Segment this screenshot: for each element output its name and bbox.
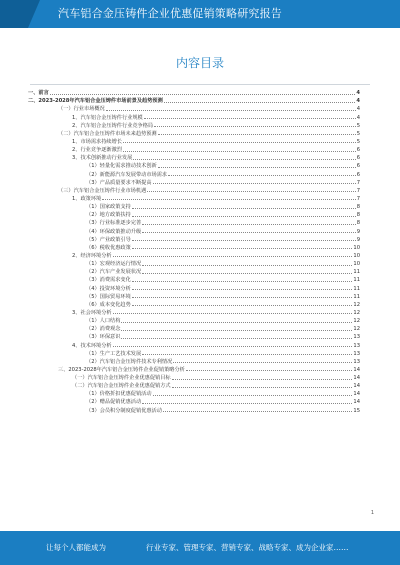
toc-leader-dots <box>164 102 356 103</box>
toc-leader-dots <box>172 387 353 388</box>
toc-entry-title: （1）人口结构 <box>86 318 121 325</box>
toc-entry-title: （3）环保意识 <box>86 334 121 341</box>
report-title: 汽车铝合金压铸件企业优惠促销策略研究报告 <box>58 7 282 20</box>
toc-entry-page: 12 <box>353 301 360 308</box>
toc-entry-title: （一）汽车铝合金压铸件企业优惠促销目标 <box>72 375 171 382</box>
toc-entry[interactable] <box>28 104 360 112</box>
toc-entry-page: 12 <box>353 318 360 325</box>
toc-leader-dots <box>132 240 356 241</box>
toc-entry[interactable] <box>28 202 360 210</box>
toc-entry-page: 10 <box>353 252 360 259</box>
toc-leader-dots <box>142 232 356 233</box>
toc-entry-page: 11 <box>353 277 360 284</box>
toc-entry-page: 10 <box>353 261 360 268</box>
toc-leader-dots <box>132 216 356 217</box>
toc-leader-dots <box>121 338 352 339</box>
toc-entry[interactable] <box>28 194 360 202</box>
toc-entry-title: （一）行业市场概况 <box>58 106 105 113</box>
toc-entry[interactable] <box>28 178 360 186</box>
toc-leader-dots <box>158 134 356 135</box>
toc-entry-page: 12 <box>353 326 360 333</box>
toc-entry[interactable] <box>28 365 360 373</box>
toc-entry-page: 8 <box>356 212 360 219</box>
toc-leader-dots <box>142 354 352 355</box>
toc-entry[interactable] <box>28 308 360 316</box>
toc-entry[interactable] <box>28 316 360 324</box>
toc-entry[interactable] <box>28 373 360 381</box>
toc-leader-dots <box>113 313 353 314</box>
toc-entry[interactable] <box>28 300 360 308</box>
toc-leader-dots <box>132 305 353 306</box>
toc-entry[interactable] <box>28 96 360 104</box>
toc-leader-dots <box>173 362 352 363</box>
toc-entry[interactable] <box>28 218 360 226</box>
toc-leader-dots <box>106 110 356 111</box>
toc-entry-title: 一、前言 <box>28 90 49 97</box>
toc-entry-title: （二）汽车铝合金压铸件市场未来趋势预测 <box>58 130 157 137</box>
toc-leader-dots <box>102 199 355 200</box>
toc-entry-title: 2、行业竞争逐渐激烈 <box>72 147 122 154</box>
toc-divider <box>30 84 370 85</box>
toc-entry[interactable] <box>28 129 360 137</box>
toc-entry-title: （1）宏观经济运行情况 <box>86 261 142 268</box>
toc-entry-title: （2）汽车铝合金压铸件技术专利情况 <box>86 358 173 365</box>
toc-entry-title: 3、社会环境分析 <box>72 309 112 316</box>
footer-bar <box>0 531 400 565</box>
toc-entry-title: （二）汽车铝合金压铸件企业优惠促销方式 <box>72 383 171 390</box>
toc-leader-dots <box>132 281 353 282</box>
toc-entry-page: 15 <box>353 407 360 414</box>
toc-entry[interactable] <box>28 267 360 275</box>
toc-entry-page: 13 <box>353 334 360 341</box>
toc-entry[interactable] <box>28 292 360 300</box>
toc-entry[interactable] <box>28 210 360 218</box>
toc-leader-dots <box>154 126 356 127</box>
toc-entry[interactable] <box>28 332 360 340</box>
toc-entry[interactable] <box>28 88 360 96</box>
toc-entry-page: 4 <box>356 106 360 113</box>
toc-entry-page: 9 <box>356 228 360 235</box>
toc-entry[interactable] <box>28 324 360 332</box>
toc-entry[interactable] <box>28 153 360 161</box>
toc-leader-dots <box>153 395 353 396</box>
toc-entry-title: 4、技术环境分析 <box>72 342 112 349</box>
toc-entry[interactable] <box>28 259 360 267</box>
toc-entry-page: 14 <box>353 383 360 390</box>
toc-entry-page: 7 <box>356 195 360 202</box>
toc-entry-page: 6 <box>356 171 360 178</box>
toc-entry-title: （1）轻量化需求推动技术创新 <box>86 163 157 170</box>
toc-leader-dots <box>132 297 353 298</box>
toc-entry-page: 11 <box>353 293 360 300</box>
toc-entry[interactable] <box>28 226 360 234</box>
toc-leader-dots <box>158 167 356 168</box>
toc-entry-title: （3）产品质量要求不断提高 <box>86 179 152 186</box>
table-of-contents <box>28 88 360 414</box>
footer-slogan-left: 让每个人都能成为 <box>46 543 106 552</box>
toc-entry-title: 三、2023-2028年汽车铝合金压铸件企业促销策略分析 <box>58 366 185 373</box>
toc-entry[interactable] <box>28 145 360 153</box>
toc-entry-page: 10 <box>353 244 360 251</box>
toc-entry[interactable] <box>28 137 360 145</box>
toc-entry[interactable] <box>28 121 360 129</box>
toc-entry-page: 13 <box>353 350 360 357</box>
toc-entry-title: （1）生产工艺技术发展 <box>86 350 142 357</box>
toc-entry[interactable] <box>28 186 360 194</box>
page-number: 1 <box>370 510 374 516</box>
toc-leader-dots <box>163 411 352 412</box>
toc-entry-title: （2）地方政策扶持 <box>86 212 131 219</box>
toc-leader-dots <box>132 208 356 209</box>
toc-entry[interactable] <box>28 161 360 169</box>
toc-leader-dots <box>153 183 356 184</box>
toc-entry-title: 2、经济环境分析 <box>72 252 112 259</box>
toc-entry[interactable] <box>28 389 360 397</box>
toc-entry[interactable] <box>28 283 360 291</box>
toc-entry[interactable] <box>28 275 360 283</box>
toc-entry-page: 4 <box>356 90 360 97</box>
toc-entry[interactable] <box>28 357 360 365</box>
toc-leader-dots <box>142 224 356 225</box>
toc-entry[interactable] <box>28 397 360 405</box>
toc-leader-dots <box>123 151 356 152</box>
toc-entry-title: （三）汽车铝合金压铸件行业市场机遇 <box>58 187 147 194</box>
toc-entry[interactable] <box>28 235 360 243</box>
toc-entry-title: （3）行业标准逐步完善 <box>86 220 142 227</box>
toc-leader-dots <box>142 273 352 274</box>
toc-leader-dots <box>133 159 355 160</box>
toc-entry-title: （5）国际贸易环境 <box>86 293 131 300</box>
toc-entry-title: （3）会员积分制度促销优惠活动 <box>86 407 162 414</box>
toc-entry[interactable] <box>28 169 360 177</box>
toc-leader-dots <box>113 346 353 347</box>
toc-entry[interactable] <box>28 243 360 251</box>
toc-leader-dots <box>121 322 352 323</box>
toc-entry-page: 11 <box>353 285 360 292</box>
toc-leader-dots <box>142 403 352 404</box>
toc-leader-dots <box>172 379 353 380</box>
toc-entry-page: 5 <box>356 122 360 129</box>
toc-entry-title: （1）价格折扣优惠促销活动 <box>86 391 152 398</box>
toc-entry-page: 7 <box>356 187 360 194</box>
toc-entry-page: 6 <box>356 163 360 170</box>
header-bar <box>0 0 400 28</box>
toc-entry-title: （2）赠品促销优惠活动 <box>86 399 142 406</box>
footer-slogan-right: 行业专家、管理专家、营销专家、战略专家、成为企业家…… <box>146 543 349 552</box>
toc-leader-dots <box>132 289 353 290</box>
toc-entry-title: （1）国家政策支持 <box>86 204 131 211</box>
toc-entry-page: 11 <box>353 269 360 276</box>
toc-entry-title: 2、汽车铝合金压铸件行业竞争格局 <box>72 122 154 129</box>
toc-leader-dots <box>168 175 356 176</box>
toc-entry-page: 8 <box>356 204 360 211</box>
toc-leader-dots <box>113 256 353 257</box>
toc-entry[interactable] <box>28 112 360 120</box>
toc-leader-dots <box>186 370 353 371</box>
toc-entry-title: （6）税收优惠政策 <box>86 244 131 251</box>
toc-leader-dots <box>121 330 352 331</box>
toc-entry-page: 13 <box>353 358 360 365</box>
toc-entry-page: 5 <box>356 130 360 137</box>
toc-entry-title: 二、2023-2028年汽车铝合金压铸件市场前景及趋势预测 <box>28 98 163 105</box>
toc-entry-page: 14 <box>353 366 360 373</box>
toc-entry-title: 1、市场需求持续增长 <box>72 138 122 145</box>
toc-entry-page: 4 <box>356 114 360 121</box>
toc-entry-title: （3）消费需求变化 <box>86 277 131 284</box>
toc-entry-title: （2）消费观念 <box>86 326 121 333</box>
toc-entry-title: （4）环保政策推动升级 <box>86 228 142 235</box>
toc-entry-page: 6 <box>356 155 360 162</box>
toc-entry-page: 9 <box>356 236 360 243</box>
toc-entry-title: （6）成本变化趋势 <box>86 301 131 308</box>
toc-entry-title: 1、政策环境 <box>72 195 102 202</box>
toc-entry[interactable] <box>28 381 360 389</box>
header-accent <box>0 0 40 28</box>
toc-entry-page: 4 <box>356 98 360 105</box>
toc-heading: 内容目录 <box>175 56 224 70</box>
toc-entry-page: 14 <box>353 399 360 406</box>
toc-entry-page: 6 <box>356 147 360 154</box>
toc-entry-title: （5）产业政策引导 <box>86 236 131 243</box>
toc-leader-dots <box>50 94 356 95</box>
toc-entry-page: 5 <box>356 138 360 145</box>
toc-leader-dots <box>123 142 356 143</box>
toc-entry-title: （4）投资环境分析 <box>86 285 131 292</box>
toc-entry[interactable] <box>28 340 360 348</box>
toc-entry-page: 8 <box>356 220 360 227</box>
toc-entry-title: （2）新能源汽车发展带动市场需求 <box>86 171 168 178</box>
toc-entry-page: 14 <box>353 375 360 382</box>
toc-entry[interactable] <box>28 251 360 259</box>
toc-entry-title: （2）汽车产业发展状况 <box>86 269 142 276</box>
toc-entry[interactable] <box>28 349 360 357</box>
toc-entry-title: 1、汽车铝合金压铸件行业规模 <box>72 114 143 121</box>
toc-leader-dots <box>144 118 356 119</box>
toc-entry-title: 3、技术创新推动行业发展 <box>72 155 133 162</box>
toc-entry-page: 13 <box>353 342 360 349</box>
toc-entry-page: 14 <box>353 391 360 398</box>
toc-leader-dots <box>142 265 352 266</box>
toc-leader-dots <box>147 191 355 192</box>
toc-entry-page: 7 <box>356 179 360 186</box>
toc-entry[interactable] <box>28 405 360 413</box>
toc-leader-dots <box>132 248 353 249</box>
toc-entry-page: 12 <box>353 309 360 316</box>
